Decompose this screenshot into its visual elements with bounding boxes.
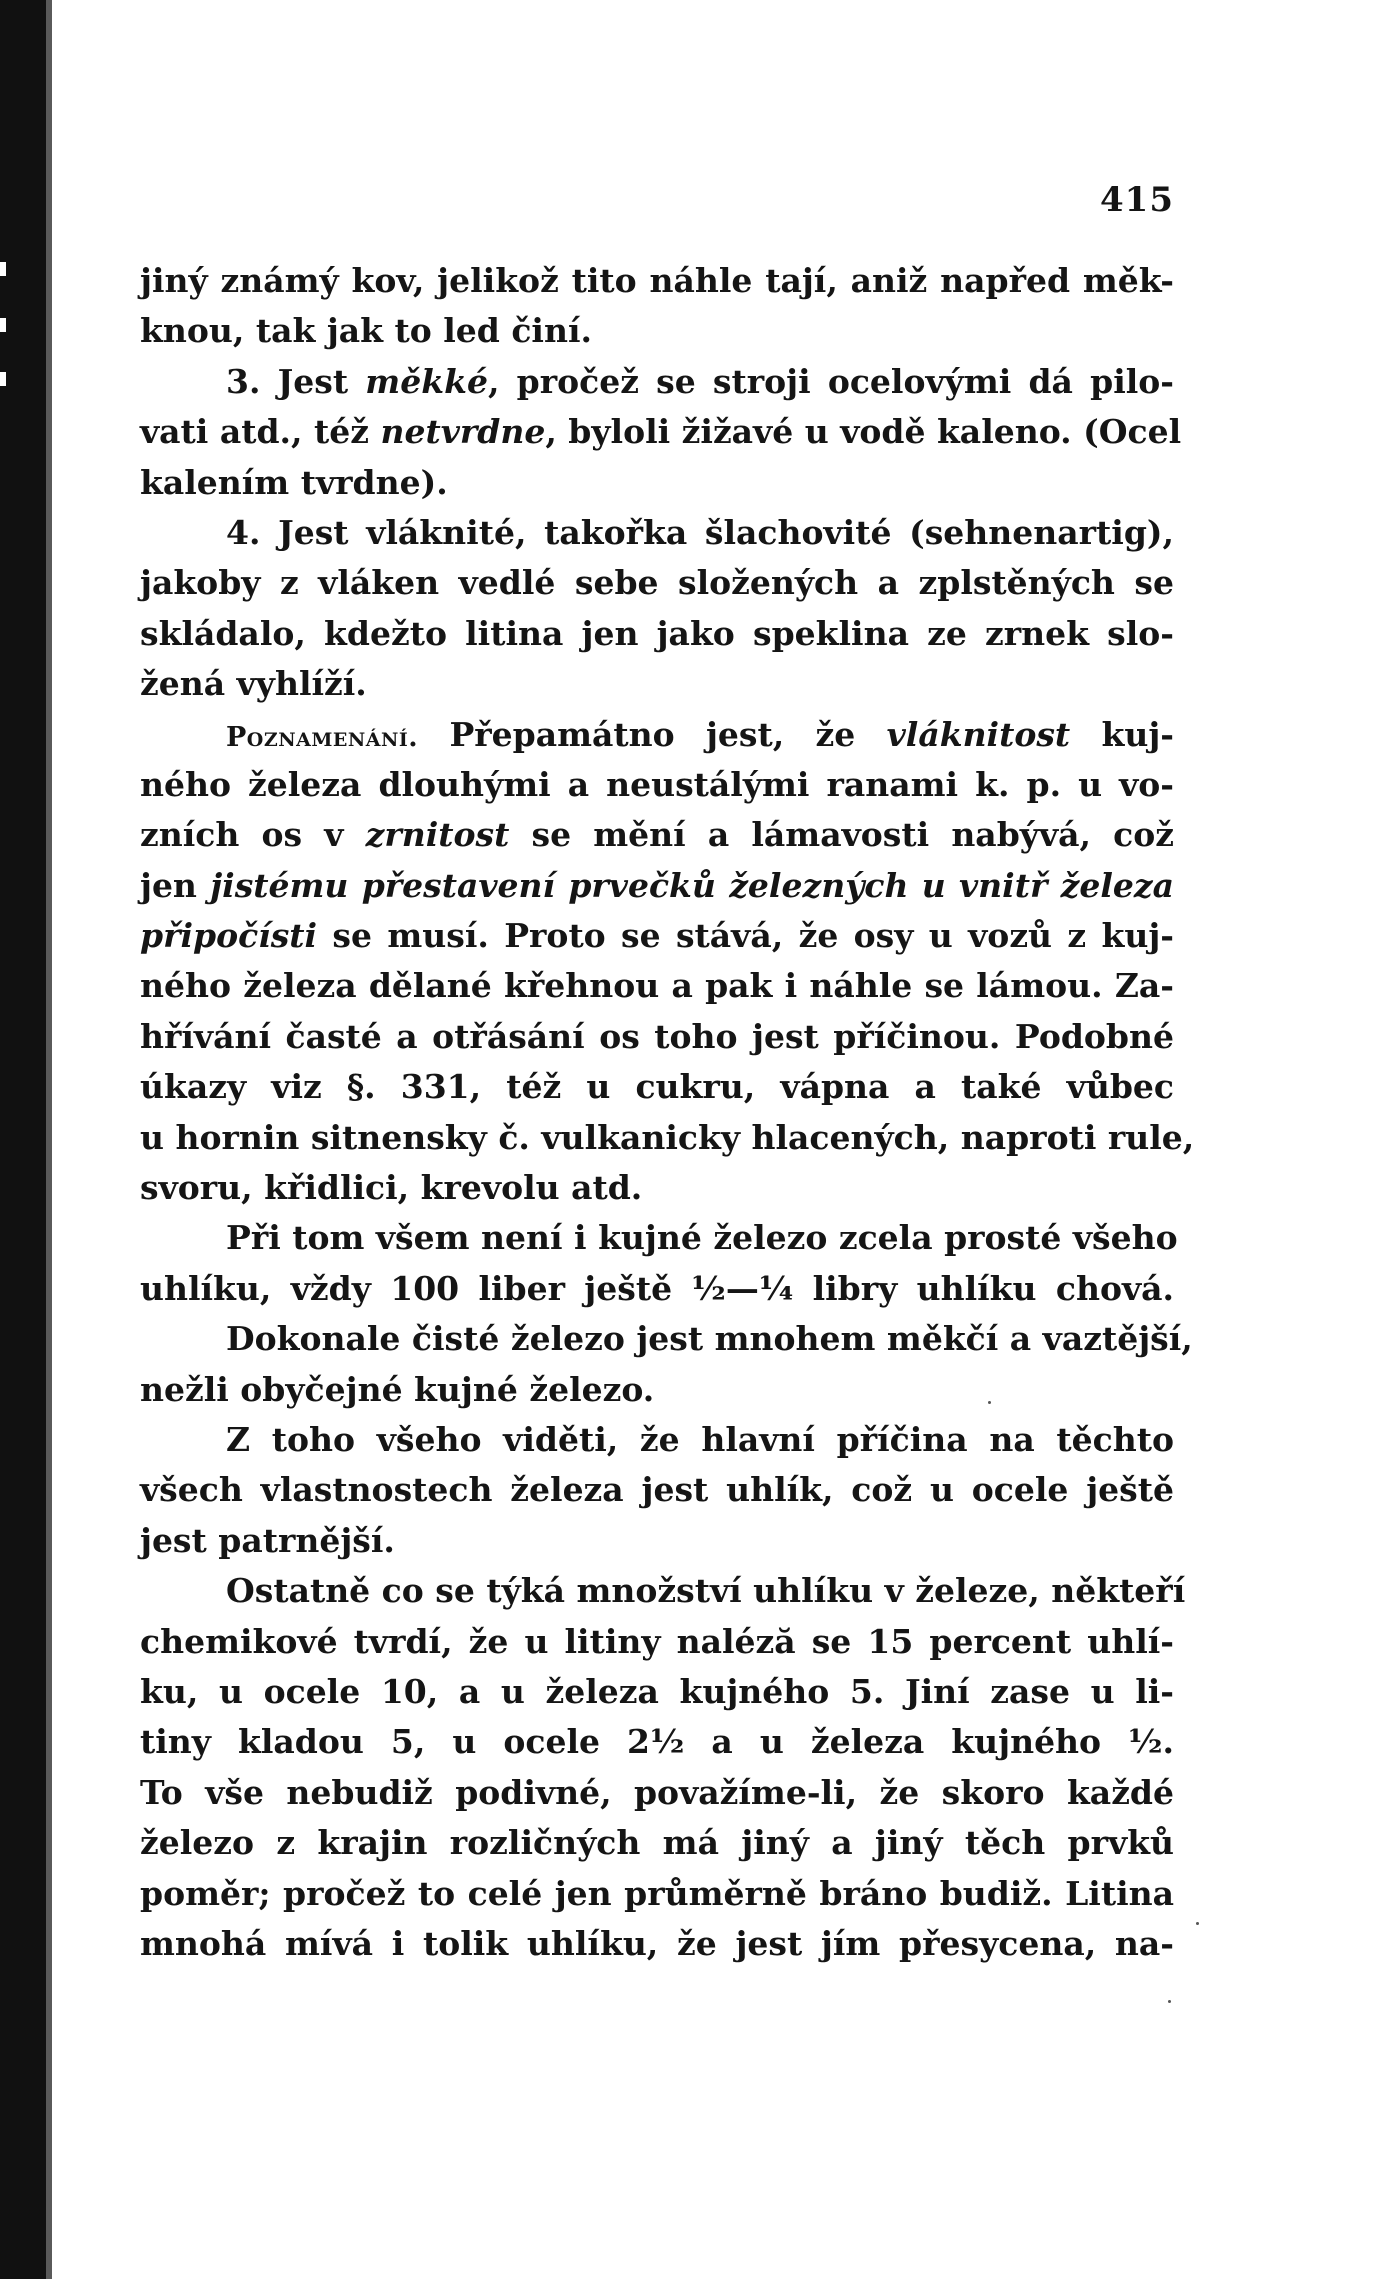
text-line: všech vlastnostech železa jest uhlík, což u ocele ještě — [140, 1470, 1174, 1510]
text-line: skládalo, kdežto litina jen jako speklina ze zrnek slo- — [140, 613, 1174, 653]
text-line: nežli obyčejné kujné železo. — [140, 1369, 655, 1409]
text-line: kalením tvrdne). — [140, 462, 448, 502]
text-line: ku, u ocele 10, a u železa kujného 5. Jiní zase u li- — [140, 1671, 1174, 1711]
text-line: mnohá mívá i tolik uhlíku, že jest jím přesycena, na- — [140, 1923, 1174, 1963]
page-body-text — [140, 256, 1195, 1969]
text-line: připočísti se musí. Proto se stává, že osy u vozů z kuj- — [140, 916, 1174, 956]
text-line: jiný známý kov, jelikož tito náhle tají, aniž napřed měk- — [140, 261, 1174, 300]
note-label: Poznamenání. — [226, 721, 419, 753]
edge-mark — [0, 318, 6, 332]
text-line: To vše nebudiž podivné, považíme-li, že skoro každé — [140, 1772, 1174, 1812]
text-line: tiny kladou 5, u ocele 2½ a u železa kujného ½. — [140, 1722, 1174, 1762]
text-line: 3. Jest měkké, pročež se stroji ocelovými dá pilo- — [226, 361, 1174, 401]
text-line: u hornin sitnensky č. vulkanicky hlacených, naproti rule, — [140, 1117, 1195, 1157]
text-line: Dokonale čisté železo jest mnohem měkčí a vaztější, — [226, 1319, 1193, 1359]
text-line: železo z krajin rozličných má jiný a jiný těch prvků — [140, 1823, 1174, 1863]
text-line: ného železa dlouhými a neustálými ranami k. p. u vo- — [140, 764, 1174, 804]
text-line: Poznamenání. Přepamátno jest, že vláknitost kuj- — [226, 714, 1174, 754]
text-line: úkazy viz §. 331, též u cukru, vápna a také vůbec — [140, 1067, 1174, 1107]
scan-speck — [1168, 2000, 1171, 2003]
text-line: poměr; pročež to celé jen průměrně bráno budiž. Litina — [140, 1873, 1174, 1913]
text-line: jen jistému přestavení prvečků železných u vnitř železa — [140, 865, 1174, 905]
text-line: ného železa dělané křehnou a pak i náhle se lámou. Za- — [140, 966, 1174, 1006]
edge-mark — [0, 372, 6, 386]
text-line: Při tom všem není i kujné železo zcela prosté všeho — [226, 1218, 1178, 1258]
text-line: žená vyhlíží. — [140, 664, 367, 704]
text-line: knou, tak jak to led činí. — [140, 311, 592, 351]
text-line: hřívání časté a otřásání os toho jest příčinou. Podobné — [140, 1016, 1174, 1056]
text-line: jest patrnější. — [140, 1520, 395, 1560]
text-line: vati atd., též netvrdne, byloli žižavé u vodě kaleno. (Ocel — [140, 412, 1182, 452]
text-line: Ostatně co se týká množství uhlíku v železe, někteří — [226, 1571, 1186, 1611]
edge-mark — [0, 262, 6, 276]
text-line: chemikové tvrdí, že u litiny naléză se 15 percent uhlí- — [140, 1621, 1174, 1661]
text-line: Z toho všeho viděti, že hlavní příčina na těchto — [226, 1419, 1174, 1459]
page-number: 415 — [1100, 180, 1174, 220]
text-line: jakoby z vláken vedlé sebe složených a zplstěných se — [140, 563, 1174, 603]
text-line: svoru, křidlici, krevolu atd. — [140, 1168, 643, 1208]
scan-speck — [1196, 1922, 1199, 1925]
text-line: zních os v zrnitost se mění a lámavosti nabývá, což — [140, 815, 1174, 855]
text-line: 4. Jest vláknité, takořka šlachovité (sehnenartig), — [226, 512, 1174, 552]
text-line: uhlíku, vždy 100 liber ještě ½—¼ libry uhlíku chová. — [140, 1268, 1174, 1308]
scan-page-edge — [0, 0, 52, 2279]
